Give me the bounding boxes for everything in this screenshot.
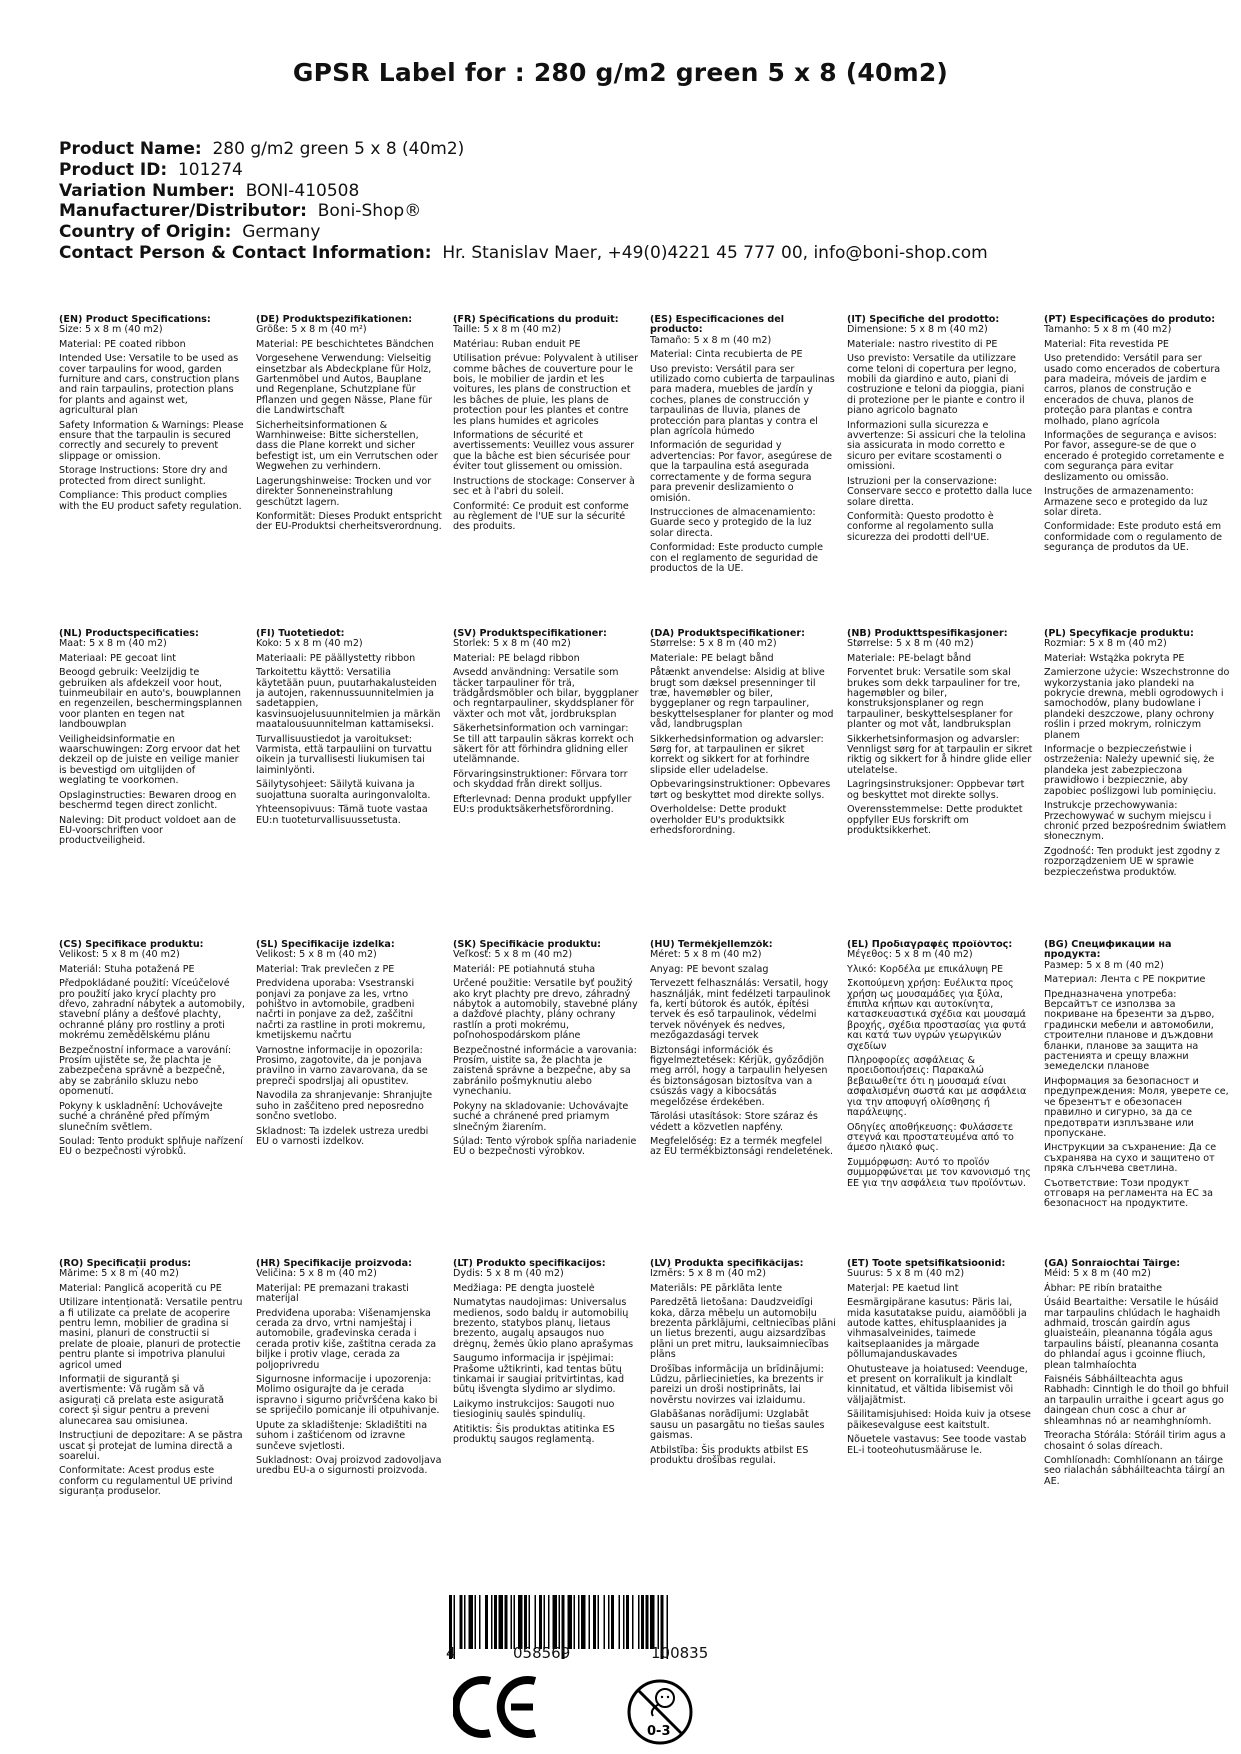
spec-paragraph: Tamaño: 5 x 8 m (40 m2) — [650, 334, 772, 346]
spec-heading: (ET) Toote spetsifikatsioonid: — [847, 1259, 1006, 1269]
barcode-bar — [578, 1595, 580, 1649]
barcode-bar — [598, 1595, 600, 1649]
spec-paragraph: Σκοπούμενη χρήση: Ευέλικτα προς χρήση ως μουσαμάδες για ξύλα, έπιπλα κήπων και αυτοκίνητα, κατασκευαστικά σχέδια και μουσαμά βροχής, σχέδια προστασίας για φυτά και κατά των υγρών γεωργικών σχεδίων — [847, 978, 1027, 1052]
spec-paragraph: Upute za skladištenje: Skladištiti na suhom i zaštićenom od izravne sunčeve svjetlosti. — [256, 1419, 428, 1452]
spec-paragraph: Comhlíonadh: Comhlíonann an táirge seo rialachán sábháilteachta táirgí an AE. — [1044, 1454, 1225, 1487]
barcode-bar — [626, 1595, 629, 1649]
spec-column — [650, 315, 836, 629]
spec-paragraph: Pokyny na skladovanie: Uchovávajte suché a chránené pred priamym slnečným žiarením. — [453, 1100, 629, 1133]
spec-paragraph: Rozmiar: 5 x 8 m (40 m2) — [1044, 638, 1167, 650]
barcode-bar — [518, 1595, 523, 1649]
spec-paragraph: Ohutusteave ja hoiatused: Veenduge, et present on korralikult ja kindlalt kinnitatud, et vältida libisemist või väljajätmist. — [847, 1363, 1028, 1406]
spec-paragraph: Μέγεθος: 5 x 8 m (40 m2) — [847, 949, 973, 961]
spec-paragraph: Conformidad: Este producto cumple con el reglamento de seguridad de productos de la UE. — [650, 542, 823, 574]
spec-paragraph: Biztonsági információk és figyelmeztetések: Kérjük, győződjön meg arról, hogy a tarpaulin helyesen és biztonságosan biztosítva van a csúszás vagy a kibocsátás megelőzése érdekében. — [650, 1044, 828, 1108]
spec-paragraph: Sicherheitsinformationen & Warnhinweise: Bitte sicherstellen, dass die Plane korrekt und sicher befestigt ist, um ein Verrutschen oder Wegwehen zu verhindern. — [256, 419, 438, 473]
barcode-bar — [574, 1595, 576, 1649]
spec-paragraph: Съответствие: Този продукт отговаря на регламента на ЕС за безопасност на продуктите. — [1044, 1177, 1213, 1210]
spec-paragraph: Treoracha Stórála: Stóráil tirim agus a chosaint ó solas díreach. — [1044, 1430, 1226, 1452]
barcode-bar — [469, 1595, 474, 1649]
barcode-bar — [619, 1595, 621, 1649]
spec-paragraph: Υλικό: Κορδέλα με επικάλυψη PE — [847, 963, 1004, 975]
age-warning-text: 0-3 — [647, 1724, 671, 1739]
product-info — [59, 139, 988, 264]
product-id-value: 101274 — [177, 159, 243, 180]
spec-heading: (LV) Produkta specifikācijas: — [650, 1259, 804, 1269]
barcode-bar — [559, 1595, 561, 1649]
spec-paragraph: Medžiaga: PE dengta juostelė — [453, 1282, 595, 1294]
spec-paragraph: Conformitate: Acest produs este conform cu regulamentul UE privind siguranța produselor. — [59, 1465, 233, 1498]
barcode-bar — [658, 1595, 660, 1649]
barcode-bar — [535, 1595, 537, 1649]
contact-value: Hr. Stanislav Maer, +49(0)4221 45 777 00, info@boni-shop.com — [442, 242, 988, 263]
spec-heading: (CS) Specifikace produktu: — [59, 940, 204, 950]
spec-paragraph: Materiál: Stuha potažená PE — [59, 963, 195, 975]
barcode-bar — [589, 1595, 591, 1649]
spec-paragraph: Nõuetele vastavus: See toode vastab EL-i tooteohutusmääruse le. — [847, 1434, 1027, 1456]
spec-paragraph: Atitiktis: Šis produktas atitinka ES produktų saugos reglamentą. — [453, 1423, 615, 1446]
barcode-bar — [611, 1595, 614, 1649]
spec-paragraph: Materiale: PE-belagt bånd — [847, 652, 972, 664]
spec-paragraph: Dimensione: 5 x 8 m (40 m2) — [847, 324, 988, 336]
spec-paragraph: Predvidena uporaba: Vsestranski ponjavi za ponjave za les, vrtno pohištvo in avtomobile, gradbeni načrti in ponjave za dež, zaščitni načrti za rastline in proti mokremu, kmetijskemu načrtu — [256, 978, 426, 1042]
spec-paragraph: Размер: 5 x 8 m (40 m2) — [1044, 959, 1164, 971]
spec-column — [1044, 940, 1230, 1259]
spec-paragraph: Material: PE beschichtetes Bändchen — [256, 338, 434, 350]
spec-column — [256, 1259, 442, 1569]
barcode-bar — [485, 1595, 488, 1649]
spec-paragraph: Materiāls: PE pārklāta lente — [650, 1282, 783, 1294]
spec-paragraph: Predviđena uporaba: Višenamjenska cerada za drvo, vrtni namještaj i automobile, građevinska cerada i cerada protiv kiše, zaštitna cerada za biljke i protiv vlage, cerada za poljoprivredu — [256, 1307, 437, 1371]
spec-paragraph: Informazioni sulla sicurezza e avvertenze: Si assicuri che la telolina sia assicurata in modo corretto e sicuro per evitare scostamenti o omissioni. — [847, 419, 1026, 473]
spec-paragraph: Material: Cinta recubierta de PE — [650, 349, 803, 361]
spec-paragraph: Taille: 5 x 8 m (40 m2) — [453, 324, 561, 336]
spec-paragraph: Pokyny k uskladnění: Uchovávejte suché a chráněné před přímým slunečním světlem. — [59, 1100, 223, 1133]
not-for-0-3-years-icon — [625, 1677, 695, 1747]
spec-paragraph: Uso pretendido: Versátil para ser usado como encerados de cobertura para madeira, móveis de jardim e carros, planos de construção e encerados de chuva, planos de proteção para plantas e contra molhado, plano agrícola — [1044, 353, 1221, 427]
spec-paragraph: Utilisation prévue: Polyvalent à utiliser comme bâches de couverture pour le bois, le mobilier de jardin et les voitures, les plans de construction et les bâches de pluie, les plans de protection pour les plantes et contre les plans humides et agricoles — [453, 353, 639, 427]
barcode-bar — [514, 1595, 516, 1649]
product-name-label: Product Name: — [59, 139, 202, 159]
spec-heading: (PT) Especificações do produto: — [1044, 315, 1216, 325]
spec-paragraph: Bezpečnostní informace a varování: Prosím ujistěte se, že plachta je zabezpečena správně a bezpečně, aby se zabránilo skluzu nebo opomenutí. — [59, 1044, 232, 1098]
spec-paragraph: Paredzētā lietošana: Daudzveidīgi koka, dārza mēbeļu un automobiļu brezenta pārklājumi, celtniecības plāni un lietus brezenti, augu aizsardzības plāni un pret mitru, lauksaimniecības plāns — [650, 1297, 836, 1361]
barcode-bar — [608, 1595, 610, 1649]
spec-paragraph: Koko: 5 x 8 m (40 m2) — [256, 638, 363, 650]
spec-paragraph: Инструкции за съхранение: Да се съхранява на сухо и защитено от пряка слънчева светлина. — [1044, 1142, 1217, 1175]
spec-paragraph: Numatytas naudojimas: Universalus medienos, sodo baldų ir automobilių brezento, statybos planų, lietaus brezento, augalų apsaugos nuo drėgnų, žemės ūkio plano aprašymas — [453, 1297, 634, 1350]
spec-paragraph: Naleving: Dit product voldoet aan de EU-voorschriften voor productveiligheid. — [59, 814, 236, 847]
variation-number-value: BONI-410508 — [245, 180, 360, 201]
spec-paragraph: Intended Use: Versatile to be used as cover tarpaulins for wood, garden furniture and cars, construction plans and rain tarpaulins, protection plans for plants and against wet, agricultural plan — [59, 353, 240, 417]
country-of-origin-value: Germany — [242, 222, 321, 243]
spec-paragraph: Forventet bruk: Versatile som skal brukes som dekk tarpauliner for tre, hagemøbler og biler, konstruksjonsplaner og regn tarpauliner, beskyttelsesplaner for planter og mot våt, landbruksplan — [847, 667, 1021, 731]
spec-heading: (LT) Produkto specifikacijos: — [453, 1259, 606, 1269]
spec-paragraph: Beoogd gebruik: Veelzijdig te gebruiken als afdekzeil voor hout, tuinmeubilair en auto's, bouwplannen en regenzeilen, beschermingsplannen voor planten en tegen nat landbouwplan — [59, 667, 243, 731]
barcode-group-left: 058569 — [513, 1644, 571, 1662]
product-name-row — [59, 139, 988, 160]
spec-heading: (DE) Produktspezifikationen: — [256, 315, 413, 325]
barcode-bar — [646, 1595, 649, 1649]
spec-column — [847, 940, 1033, 1259]
barcode-bar — [568, 1595, 573, 1649]
barcode-bar — [505, 1595, 508, 1649]
spec-paragraph: Veiligheidsinformatie en waarschuwingen: Zorg ervoor dat het dekzeil op de juiste en veilige manier is bevestigd om uitglijden of weglating te voorkomen. — [59, 733, 241, 787]
spec-heading: (HR) Specifikacije proizvoda: — [256, 1259, 412, 1269]
spec-column — [59, 315, 245, 629]
barcode-bar — [638, 1595, 640, 1649]
spec-paragraph: Overensstemmelse: Dette produktet oppfyller EUs forskrift om produktsikkerhet. — [847, 804, 1023, 836]
spec-heading: (SL) Specifikacije izdelka: — [256, 940, 395, 950]
spec-paragraph: Avsedd användning: Versatile som täcker tarpauliner för trä, trädgårdsmöbler och bilar, byggplaner och regntarpauliner, skyddsplaner för växter och mot våt, jordbruksplan — [453, 667, 639, 720]
spec-paragraph: Påtænkt anvendelse: Alsidig at blive brugt som dæksel presenninger til træ, havemøbler og biler, byggeplaner og regn tarpauliner, beskyttelsesplaner for planter og mod våd, landbrugsplan — [650, 667, 834, 731]
barcode-bar — [460, 1595, 463, 1649]
barcode-bar — [494, 1595, 497, 1649]
spec-paragraph: Informations de sécurité et avertissements: Veuillez vous assurer que la bâche est bien sécurisée pour éviter tout glissement ou omission. — [453, 430, 635, 473]
spec-paragraph: Storlek: 5 x 8 m (40 m2) — [453, 638, 571, 650]
spec-paragraph: Yhteensopivuus: Tämä tuote vastaa EU:n tuoteturvallisuussetusta. — [256, 804, 428, 826]
spec-column — [59, 629, 245, 940]
spec-paragraph: Tárolási utasítások: Store száraz és védett a közvetlen napfény. — [650, 1111, 818, 1133]
spec-heading: (ES) Especificaciones del producto: — [650, 315, 785, 336]
spec-paragraph: Eesmärgipärane kasutus: Päris lai, mida kasutatakse puidu, aiamööbli ja autode kattes, ehitusplaanides ja vihmasalveinides, taimede kaitseplaanides ja märgade põllumajanduskavades — [847, 1297, 1027, 1361]
spec-column — [1044, 1259, 1230, 1569]
spec-paragraph: Drošības informācija un brīdinājumi: Lūdzu, pārliecinieties, ka brezents ir pareizi un droši nostiprināts, lai novērstu novirzes vai izlaidumu. — [650, 1363, 824, 1406]
spec-paragraph: Größe: 5 x 8 m (40 m²) — [256, 324, 367, 336]
spec-heading: (IT) Specifiche del prodotto: — [847, 315, 1000, 325]
barcode-bar — [479, 1595, 481, 1649]
spec-paragraph: Informații de siguranță și avertismente: Vă rugăm să vă asigurați că prelata este asigurată corect și sigur pentru a preveni alunecarea sau omisiunea. — [59, 1374, 224, 1427]
spec-heading: (FR) Spécifications du produit: — [453, 315, 619, 325]
spec-paragraph: Instrukcje przechowywania: Przechowywać w suchym miejscu i chronić przed bezpośrednim światłem słonecznym. — [1044, 800, 1227, 843]
spec-paragraph: Tervezett felhasználás: Versatil, hogy használják, mint fedélzeti tarpaulinok fa, kerti bútorok és autók, építési tervek és eső tarpaulinok, védelmi tervek növények és nedves, mezőgazdasági tervek — [650, 978, 831, 1042]
spec-paragraph: Úsáid Beartaithe: Versatile le húsáid mar tarpaulins chlúdach le haghaidh adhmaid, troscán gairdín agus gluaisteáin, pleananna tógála agus tarpaulins báistí, pleananna cosanta do phlandaí agus i gcoinne fliuch, plean talmhaíochta — [1044, 1297, 1221, 1371]
manufacturer-row — [59, 201, 988, 222]
spec-paragraph: Material: Panglică acoperită cu PE — [59, 1282, 222, 1294]
spec-paragraph: Určené použitie: Versatile byť použitý ako kryt plachty pre drevo, záhradný nábytok a automobily, stavebné plány a dažďové plachty, plány ochrany rastlín a proti mokrému, poľnohospodárskom pláne — [453, 978, 638, 1042]
spec-paragraph: Overholdelse: Dette produkt overholder EU's produktsikk erhedsforordning. — [650, 804, 787, 836]
spec-paragraph: Materiál: PE potiahnutá stuha — [453, 963, 596, 975]
spec-paragraph: Size: 5 x 8 m (40 m2) — [59, 324, 163, 336]
variation-number-label: Variation Number: — [59, 180, 235, 201]
barcode-bar — [511, 1595, 513, 1649]
spec-paragraph: Materiał: Wstążka pokryta PE — [1044, 652, 1185, 664]
spec-paragraph: Informacje o bezpieczeństwie i ostrzeżenia: Należy upewnić się, że plandeka jest zabezpieczona prawidłowo i bezpiecznie, aby zapobiec poślizgowi lub pominięciu. — [1044, 744, 1217, 797]
product-id-row — [59, 160, 988, 181]
spec-paragraph: Vorgesehene Verwendung: Vielseitig einsetzbar als Abdeckplane für Holz, Gartenmöbel und Autos, Bauplane und Regenplane, Schutzplane für Pflanzen und gegen Nässe, Plane für die Landwirtschaft — [256, 353, 433, 417]
spec-column — [453, 629, 639, 940]
contact-row — [59, 243, 988, 264]
spec-paragraph: Størrelse: 5 x 8 m (40 m2) — [847, 638, 974, 650]
spec-column — [453, 940, 639, 1259]
barcode-digit-first: 4 — [446, 1644, 456, 1662]
spec-paragraph: Информация за безопасност и предупреждения: Моля, уверете се, че брезентът е обезопасен правилно и сигурно, за да се предотврати изплъзване или пропускане. — [1044, 1075, 1229, 1139]
spec-heading: (NB) Produkttspesifikasjoner: — [847, 629, 1008, 639]
spec-paragraph: Säkerhetsinformation och varningar: Se till att tarpaulin säkras korrekt och säkert för att förhindra glidning eller utelämnande. — [453, 723, 634, 766]
spec-paragraph: Atbilstība: Šis produkts atbilst ES produktu drošības regulai. — [650, 1444, 809, 1466]
spec-column — [1044, 315, 1230, 629]
spec-paragraph: Faisnéis Sábháilteachta agus Rabhadh: Cinntigh le do thoil go bhfuil an tarpaulin urraithe i gceart agus go daingean chun cosc a chur ar shleamhnas nó ar neamhghníomh. — [1044, 1374, 1229, 1427]
barcode-bar — [464, 1595, 466, 1649]
barcode-bar — [650, 1595, 655, 1649]
spec-paragraph: Efterlevnad: Denna produkt uppfyller EU:s produktsäkerhetsförordning. — [453, 793, 632, 816]
spec-column — [650, 940, 836, 1259]
manufacturer-value: Boni-Shop® — [317, 201, 422, 222]
barcode-bar — [641, 1595, 644, 1649]
spec-paragraph: Materiaali: PE päällystetty ribbon — [256, 652, 416, 664]
spec-paragraph: Safety Information & Warnings: Please ensure that the tarpaulin is secured correctly and securely to prevent slippage or omission. — [59, 419, 244, 462]
barcode-bar — [604, 1595, 606, 1649]
spec-paragraph: Turvallisuustiedot ja varoitukset: Varmista, että tarpauliini on turvattu oikein ja turvallisesti liukumisen tai laiminlyönti. — [256, 733, 432, 776]
spec-paragraph: Förvaringsinstruktioner: Förvara torr och skyddad från direkt solljus. — [453, 768, 628, 791]
spec-paragraph: Suurus: 5 x 8 m (40 m2) — [847, 1268, 965, 1280]
spec-paragraph: Sikkerhedsinformation og advarsler: Sørg for, at tarpaulinen er sikret korrekt og sikkert for at forhindre slipside eller udeladelse. — [650, 733, 824, 776]
spec-paragraph: Lagerungshinweise: Trocken und vor direkter Sonneneinstrahlung geschützt lagern. — [256, 475, 432, 508]
spec-paragraph: Glabāšanas norādījumi: Uzglabāt sausu un pasargātu no tiešas saules gaismas. — [650, 1409, 825, 1442]
ce-mark-icon — [453, 1675, 543, 1739]
spec-heading: (GA) Sonraíochtaí Táirge: — [1044, 1259, 1181, 1269]
spec-paragraph: Storage Instructions: Store dry and protected from direct sunlight. — [59, 465, 228, 487]
spec-paragraph: Navodila za shranjevanje: Shranjujte suho in zaščiteno pred neposredno sončno svetlobo. — [256, 1090, 433, 1123]
spec-heading: (PL) Specyfikacje produktu: — [1044, 629, 1194, 639]
contact-label: Contact Person & Contact Information: — [59, 242, 432, 263]
spec-heading: (EL) Προδιαγραφές προϊόντος: — [847, 940, 1013, 950]
country-of-origin-label: Country of Origin: — [59, 222, 232, 243]
spec-column — [453, 1259, 639, 1569]
barcode-bar — [632, 1595, 634, 1649]
spec-heading: (FI) Tuotetiedot: — [256, 629, 345, 639]
barcode-bar — [623, 1595, 625, 1649]
spec-paragraph: Méret: 5 x 8 m (40 m2) — [650, 949, 762, 961]
spec-paragraph: Conformité: Ce produit est conforme au règlement de l'UE sur la sécurité des produits. — [453, 500, 629, 533]
spec-paragraph: Säilitamisjuhised: Hoida kuiv ja otsese päikesevalguse eest kaitstult. — [847, 1409, 1031, 1431]
spec-heading: (RO) Specificații produs: — [59, 1259, 192, 1269]
spec-paragraph: Mărime: 5 x 8 m (40 m2) — [59, 1268, 179, 1280]
spec-paragraph: Megfelelőség: Ez a termék megfelel az EU termékbiztonsági rendeletének. — [650, 1135, 834, 1158]
specifications-grid — [59, 315, 1231, 1569]
spec-heading: (SK) Špecifikácie produktu: — [453, 940, 602, 950]
spec-paragraph: Материал: Лента с PE покритие — [1044, 974, 1206, 986]
spec-paragraph: Instrucțiuni de depozitare: A se păstra uscat și protejat de lumina directă a soarelui. — [59, 1430, 243, 1462]
barcode-bar — [553, 1595, 558, 1649]
spec-column — [256, 315, 442, 629]
spec-paragraph: Предназначена употреба: Версайтът се използва за покриване на брезенти за дърво, градински мебели и автомобили, строителни планове и дъждовни бланки, планове за защита на растенията и срещу влажни земеделски планове — [1044, 988, 1215, 1073]
spec-paragraph: Materjal: PE kaetud lint — [847, 1282, 959, 1294]
barcode-bar — [524, 1595, 527, 1649]
spec-paragraph: Πληροφορίες ασφάλειας & προειδοποιήσεις: Παρακαλώ βεβαιωθείτε ότι η μουσαμά είναι ασφαλισμένη σωστά και με ασφάλεια για την αποφυγή ολίσθησης ή παράλειψης. — [847, 1055, 1027, 1119]
spec-paragraph: Méid: 5 x 8 m (40 m2) — [1044, 1268, 1151, 1280]
barcode-bar — [539, 1595, 542, 1649]
spec-paragraph: Veľkosť: 5 x 8 m (40 m2) — [453, 949, 573, 961]
spec-paragraph: Materiale: nastro rivestito di PE — [847, 338, 998, 350]
spec-paragraph: Zgodność: Ten produkt jest zgodny z rozporządzeniem UE w sprawie bezpieczeństwa produktów. — [1044, 845, 1220, 878]
spec-paragraph: Tamanho: 5 x 8 m (40 m2) — [1044, 324, 1172, 336]
spec-paragraph: Materijal: PE premazani trakasti materijal — [256, 1282, 409, 1305]
barcode-bar — [475, 1595, 477, 1649]
spec-paragraph: Informações de segurança e avisos: Por favor, assegure-se de que o encerado é protegido corretamente e com segurança para evitar deslizamento ou omissão. — [1044, 430, 1225, 483]
spec-column — [59, 940, 245, 1259]
spec-column — [847, 1259, 1033, 1569]
spec-heading: (HU) Termékjellemzők: — [650, 940, 773, 950]
spec-paragraph: Bezpečnostné informácie a varovania: Prosím, uistite sa, že plachta je zaistená správne a bezpečne, aby sa zabránilo pošmyknutiu alebo vynechaniu. — [453, 1044, 637, 1098]
spec-paragraph: Materiaal: PE gecoat lint — [59, 652, 177, 664]
spec-column — [650, 629, 836, 940]
spec-paragraph: Saugumo informacija ir įspėjimai: Prašome užtikrinti, kad tentas būtų tinkamai ir saugiai pritvirtintas, kad būtų išvengta slydimo ar slydimo. — [453, 1353, 625, 1396]
spec-paragraph: Velikost: 5 x 8 m (40 m2) — [256, 949, 377, 961]
spec-heading: (BG) Спецификации на продукта: — [1044, 940, 1172, 961]
spec-paragraph: Utilizare intenționată: Versatile pentru a fi utilizate ca prelate de acoperire pentru lemn, mobilier de gradina si masini, planuri de constructii si prelate de ploaie, planuri de protectie pentru plante si impotriva planului agricol umed — [59, 1297, 243, 1371]
spec-paragraph: Předpokládané použití: Víceúčelové pro použití jako krycí plachty pro dřevo, zahradní nábytek a automobily, stavební plány a dešťové plachty, ochranné plány pro rostliny a proti mokrému zemědělskému plánu — [59, 978, 245, 1042]
barcode-bar — [491, 1595, 493, 1649]
spec-paragraph: Izmērs: 5 x 8 m (40 m2) — [650, 1268, 766, 1280]
spec-paragraph: Instructions de stockage: Conserver à sec et à l'abri du soleil. — [453, 475, 635, 498]
spec-paragraph: Οδηγίες αποθήκευσης: Φυλάσσετε στεγνά και προστατευμένα από το άμεσο ηλιακό φως. — [847, 1121, 1014, 1154]
spec-paragraph: Material: PE coated ribbon — [59, 338, 186, 350]
spec-column — [59, 1259, 245, 1569]
spec-paragraph: Säilytysohjeet: Säilytä kuivana ja suojattuna suoralta auringonvalolta. — [256, 779, 431, 801]
spec-paragraph: Compliance: This product complies with the EU product safety regulation. — [59, 490, 242, 512]
spec-paragraph: Súlad: Tento výrobok spĺňa nariadenie EÚ o bezpečnosti výrobkov. — [453, 1135, 637, 1158]
spec-paragraph: Uso previsto: Versátil para ser utilizado como cubierta de tarpaulinas para madera, muebles de jardín y coches, planes de construcción y tarpaulinas de lluvia, planes de protección para plantas y contra el plan agrícola húmedo — [650, 363, 835, 438]
spec-paragraph: Istruzioni per la conservazione: Conservare secco e protetto dalla luce solare diretta. — [847, 475, 1033, 508]
spec-paragraph: Ábhar: PE ribín brataithe — [1044, 1282, 1163, 1294]
spec-paragraph: Material: Fita revestida PE — [1044, 338, 1169, 350]
spec-paragraph: Anyag: PE bevont szalag — [650, 963, 769, 975]
spec-paragraph: Matériau: Ruban enduit PE — [453, 338, 581, 350]
barcode-bar — [593, 1595, 596, 1649]
page-title: GPSR Label for : 280 g/m2 green 5 x 8 (40m2) — [292, 58, 949, 87]
spec-column — [847, 629, 1033, 940]
barcode-bar — [499, 1595, 504, 1649]
spec-paragraph: Instruções de armazenamento: Armazene seco e protegido da luz solar direta. — [1044, 486, 1208, 518]
variation-number-row — [59, 181, 988, 202]
product-id-label: Product ID: — [59, 159, 168, 180]
spec-heading: (NL) Productspecificaties: — [59, 629, 199, 639]
spec-column — [256, 629, 442, 940]
spec-paragraph: Materiale: PE belagt bånd — [650, 652, 774, 664]
spec-column — [453, 315, 639, 629]
spec-paragraph: Maat: 5 x 8 m (40 m2) — [59, 638, 167, 650]
spec-paragraph: Conformidade: Este produto está em conformidade com o regulamento de segurança de produtos da UE. — [1044, 521, 1223, 554]
spec-paragraph: Material: PE belagd ribbon — [453, 652, 580, 664]
spec-paragraph: Material: Trak prevlečen z PE — [256, 963, 395, 975]
spec-paragraph: Uso previsto: Versatile da utilizzare come teloni di copertura per legno, mobili da giardino e auto, piani di costruzione e teloni da pioggia, piani di protezione per le piante e contro il piano agricolo bagnato — [847, 353, 1025, 417]
spec-heading: (DA) Produktspecifikationer: — [650, 629, 805, 639]
spec-column — [256, 940, 442, 1259]
spec-paragraph: Lagringsinstruksjoner: Oppbevar tørt og beskyttet mot direkte sollys. — [847, 779, 1025, 801]
spec-paragraph: Sikkerhetsinformasjon og advarsler: Vennligst sørg for at tarpaulin er sikret riktig og sikkert for å hindre glide eller utelatelse. — [847, 733, 1033, 776]
spec-column — [847, 315, 1033, 629]
barcode-group-right: 100835 — [651, 1644, 709, 1662]
spec-heading: (EN) Product Specifications: — [59, 315, 211, 325]
spec-paragraph: Conformità: Questo prodotto è conforme al regolamento sulla sicurezza dei prodotti dell'UE. — [847, 510, 994, 543]
barcode-bar — [544, 1595, 546, 1649]
spec-paragraph: Skladnost: Ta izdelek ustreza uredbi EU o varnosti izdelkov. — [256, 1125, 429, 1147]
spec-paragraph: Sukladnost: Ovaj proizvod zadovoljava uredbu EU-a o sigurnosti proizvoda. — [256, 1454, 442, 1477]
barcode-bar — [529, 1595, 531, 1649]
country-of-origin-row — [59, 222, 988, 243]
product-name-value: 280 g/m2 green 5 x 8 (40m2) — [212, 139, 465, 159]
spec-paragraph: Størrelse: 5 x 8 m (40 m2) — [650, 638, 777, 650]
spec-paragraph: Sigurnosne informacije i upozorenja: Molimo osigurajte da je cerada ispravno i sigurno pričvršćena kako bi se spriječilo pomicanje ili otpuhivanje. — [256, 1374, 440, 1417]
spec-column — [1044, 629, 1230, 940]
spec-paragraph: Instrucciones de almacenamiento: Guarde seco y protegido de la luz solar directa. — [650, 506, 816, 539]
spec-paragraph: Varnostne informacije in opozorila: Prosimo, zagotovite, da je ponjava pravilno in varno zavarovana, da se prepreči spodrsljaj ali opustitev. — [256, 1044, 428, 1087]
manufacturer-label: Manufacturer/Distributor: — [59, 201, 307, 222]
spec-paragraph: Opbevaringsinstruktioner: Opbevares tørt og beskyttet mod direkte sollys. — [650, 779, 831, 801]
spec-paragraph: Soulad: Tento produkt splňuje nařízení EU o bezpečnosti výrobků. — [59, 1135, 243, 1158]
spec-paragraph: Veličina: 5 x 8 m (40 m2) — [256, 1268, 377, 1280]
spec-column — [650, 1259, 836, 1569]
spec-paragraph: Συμμόρφωση: Αυτό το προϊόν συμμορφώνεται με τον κανονισμό της ΕΕ για την ασφάλεια των προϊόντων. — [847, 1156, 1031, 1189]
spec-paragraph: Información de seguridad y advertencias: Por favor, asegúrese de que la tarpaulina está asegurada correctamente y de forma segura para prevenir deslizamiento o omisión. — [650, 440, 833, 504]
spec-paragraph: Velikost: 5 x 8 m (40 m2) — [59, 949, 180, 961]
spec-paragraph: Tarkoitettu käyttö: Versatilia käytetään puun, puutarhakalusteiden ja autojen, rakennussuunnitelmien ja sadetappien, kasvinsuojelusuunnitelmien ja märkän maatalousuunnitelman kattamiseksi. — [256, 667, 441, 731]
spec-heading: (SV) Produktspecifikationer: — [453, 629, 607, 639]
spec-paragraph: Zamierzone użycie: Wszechstronne do wykorzystania jako plandeki na pokrycie drewna, mebli ogrodowych i samochodów, plany budowlane i plandeki deszczowe, plany ochrony roślin i przed mokrym, rolniczym planem — [1044, 667, 1230, 741]
spec-paragraph: Opslaginstructies: Bewaren droog en beschermd tegen direct zonlicht. — [59, 789, 237, 812]
spec-paragraph: Laikymo instrukcijos: Saugoti nuo tiesioginių saulės spindulių. — [453, 1398, 615, 1421]
spec-paragraph: Dydis: 5 x 8 m (40 m2) — [453, 1268, 564, 1280]
barcode-bar — [581, 1595, 586, 1649]
barcode-bar — [548, 1595, 550, 1649]
spec-paragraph: Konformität: Dieses Produkt entspricht der EU-Produktsi cherheitsverordnung. — [256, 510, 442, 533]
